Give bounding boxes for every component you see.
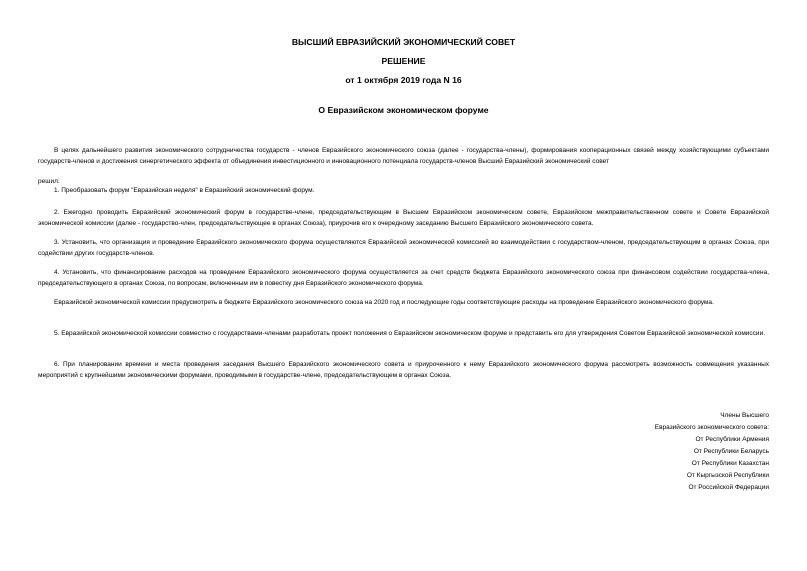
item-6-paragraph: [38, 359, 769, 381]
signature-kyrgyzstan: От Кыргызской Республики: [686, 472, 769, 479]
organization-heading: ВЫСШИЙ ЕВРАЗИЙСКИЙ ЭКОНОМИЧЕСКИЙ СОВЕТ: [291, 37, 516, 47]
signature-belarus: От Республики Беларусь: [693, 448, 769, 455]
document-title: О Евразийском экономическом форуме: [318, 105, 489, 115]
item-4-paragraph: [38, 267, 769, 289]
item-1: 1. Преобразовать форум "Евразийская неделя" в Евразийский экономический форум.: [54, 187, 315, 194]
item-6-text: 6. При планировании времени и места проведения заседания Высшего Евразийского экономического совета и приуроченного к нему Евразийского экономического форума рассмотреть возможность совмещения указанных мероприятий с крупнейшими экономическими форумами, проводимыми в государстве-члене, председательствующем в органах Союза.: [38, 361, 769, 379]
preamble-text: В целях дальнейшего развития экономического сотрудничества государств - членов Евразийского экономического союза (далее - государства-члены), формирования кооперационных связей между хозяйствующими субъектами государств-членов и достижения синергетического эффекта от объединения инвестиционного и инновационного потенциала государств-членов Высший Евразийский экономический совет: [38, 147, 769, 165]
document-type-heading: РЕШЕНИЕ: [381, 56, 426, 66]
signature-armenia: От Республики Армения: [695, 436, 769, 443]
preamble-paragraph: [38, 145, 769, 167]
date-number-heading: от 1 октября 2019 года N 16: [345, 75, 462, 85]
item-2-text: 2. Ежегодно проводить Евразийский экономический форум в государстве-члене, председательствующем в Высшем Евразийском экономическом совете, Евразийском межправительственном совете и Совете Евразийской экономической комиссии (далее - государство-член, председательствующее в органах Союза), приурочив его к очередному заседанию Высшего Евразийского экономического совета.: [38, 209, 769, 227]
signature-members-line: Члены Высшего: [720, 412, 769, 419]
signature-russia: От Российской Федерации: [688, 484, 769, 491]
item-4-note-paragraph: [38, 297, 769, 308]
item-4-note-text: Евразийской экономической комиссии предусмотреть в бюджете Евразийского экономического союза на 2020 год и последующие годы соответствующие расходы на проведение Евразийского экономического форума.: [54, 299, 714, 306]
item-2-paragraph: [38, 207, 769, 229]
signature-council-line: Евразийского экономического совета:: [654, 424, 769, 431]
item-3-text: 3. Установить, что организация и проведение Евразийского экономического форума осуществляются Евразийской экономической комиссией во взаимодействии с государством-членом, председательствующим в органах Союза, при содействии других государств-членов.: [38, 239, 769, 257]
item-4-text: 4. Установить, что финансирование расходов на проведение Евразийского экономического форума осуществляется за счет средств бюджета Евразийского экономического союза при финансовом содействии государства-члена, председательствующего в органах Союза, по вопросам, включенным им в повестку дня Евразийского экономического форума.: [38, 269, 769, 287]
item-5-text: 5. Евразийской экономической комиссии совместно с государствами-членами разработать проект положения о Евразийском экономическом форуме и представить его для утверждения Советом Евразийской экономической комиссии.: [54, 330, 766, 337]
decided-label: решил:: [38, 178, 60, 185]
item-3-paragraph: [38, 237, 769, 259]
signature-kazakhstan: От Республики Казахстан: [691, 460, 769, 467]
item-5-paragraph: [38, 328, 769, 339]
